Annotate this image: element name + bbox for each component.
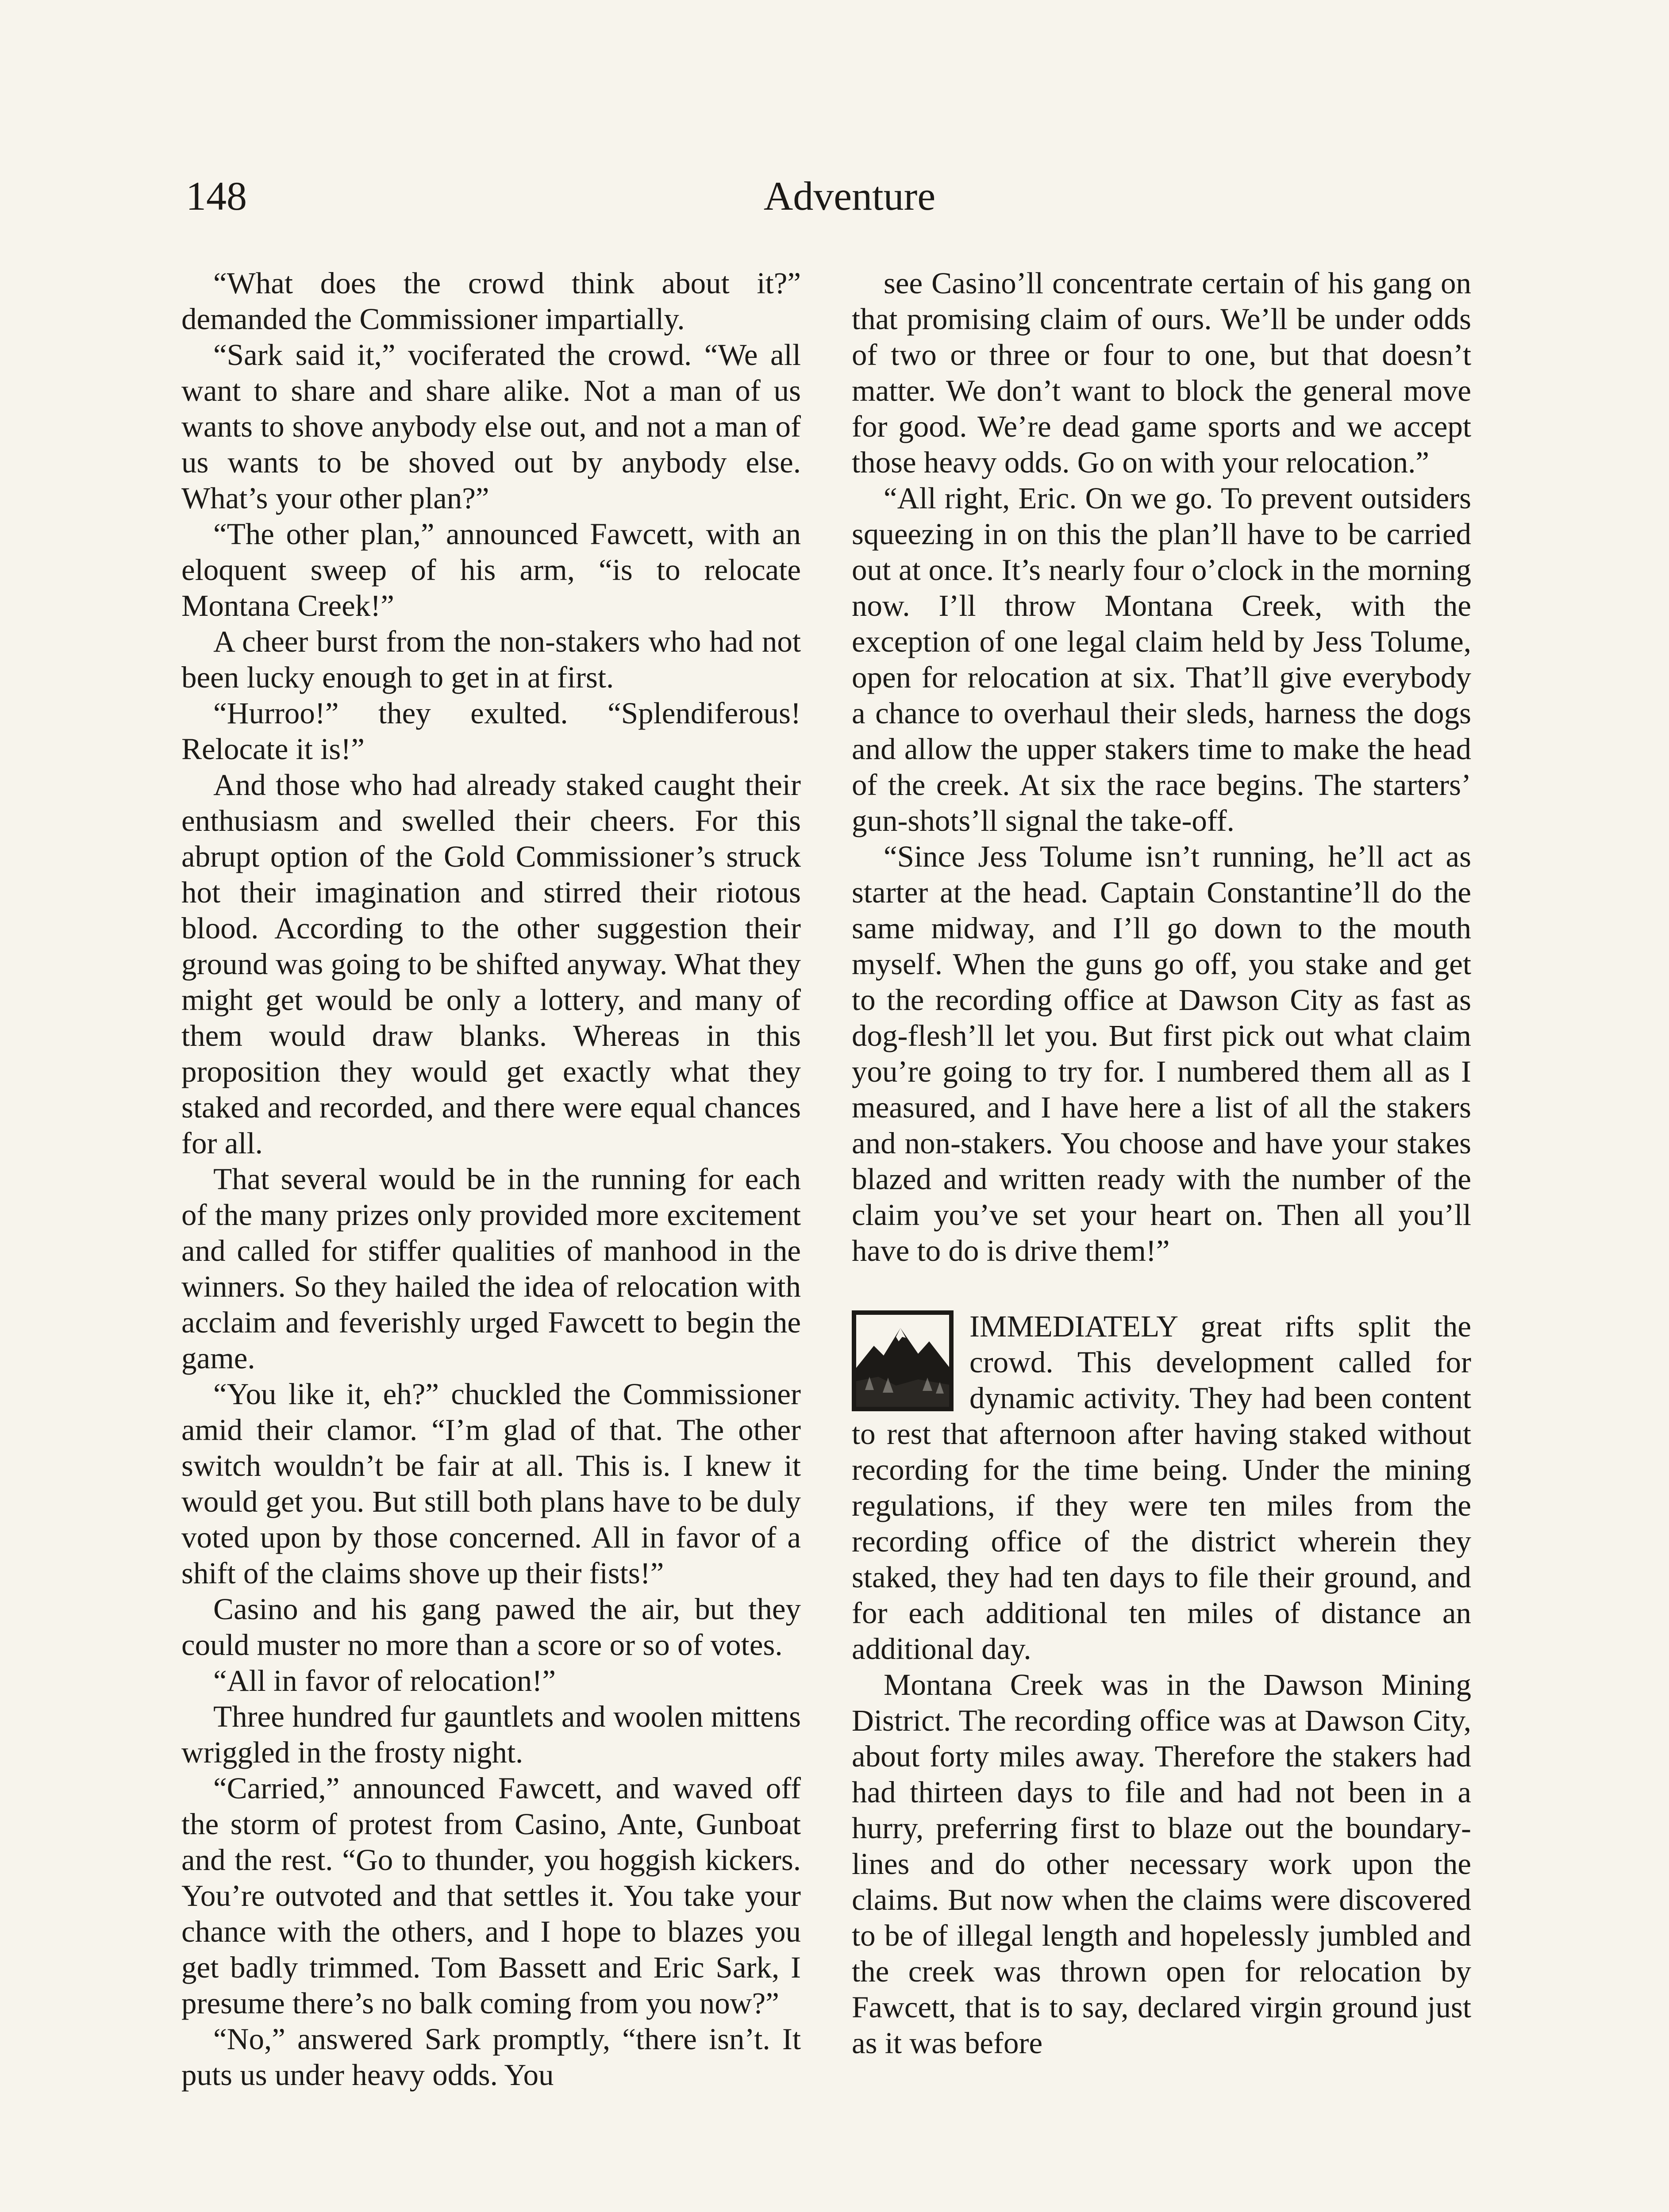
- paragraph: Casino and his gang pawed the air, but they could muster no more than a score or so of votes.: [181, 1592, 801, 1662]
- paragraph: And those who had already staked caught their enthusiasm and swelled their cheers. For this abrupt option of the Gold Commissioner’s struck hot their imagination and stirred their riotous blood. According to the other suggestion their ground was going to be shifted anyway. What they might get would be only a lottery, and many of them would draw blanks. Whereas in this proposition they would get exactly what they staked and recorded, and there were equal chances for all.: [181, 768, 801, 1160]
- paragraph: see Casino’ll concentrate certain of his gang on that promising claim of ours. We’ll be under odds of two or three or four to one, but that doesn’t matter. We don’t want to block the general move for good. We’re dead game sports and we accept those heavy odds. Go on with your relocation.”: [852, 266, 1471, 479]
- paragraph: “All in favor of relocation!”: [213, 1664, 556, 1697]
- paragraph: “The other plan,” announced Fawcett, with an eloquent sweep of his arm, “is to relocate Montana Creek!”: [181, 517, 801, 622]
- paragraph: Montana Creek was in the Dawson Mining District. The recording office was at Dawson City, about forty miles away. Therefore the stakers had had thirteen days to file and had not been in a hurry, preferring first to blaze out the boundary-lines and do other necessary work upon the claims. But now when the claims were discovered to be of illegal length and hopelessly jumbled and the creek was thrown open for relocation by Fawcett, that is to say, declared virgin ground just as it was before: [852, 1668, 1471, 2060]
- left-column: [181, 265, 801, 2093]
- page-header: [186, 164, 1513, 230]
- paragraph: That several would be in the running for each of the many prizes only provided more excitement and called for stiffer qualities of manhood in the winners. So they hailed the idea of relocation with acclaim and feverishly urged Fawcett to begin the game.: [181, 1162, 801, 1375]
- running-title: Adventure: [763, 173, 936, 219]
- paragraph: “What does the crowd think about it?” demanded the Commissioner impartially.: [181, 266, 801, 336]
- paragraph: “Hurroo!” they exulted. “Splendiferous! Relocate it is!”: [181, 696, 801, 766]
- mountain-vignette-icon: [852, 1310, 954, 1411]
- paragraph: “Since Jess Tolume isn’t running, he’ll act as starter at the head. Captain Constantine’ll do the same midway, and I’ll go down to the mouth myself. When the guns go off, you stake and get to the recording office at Dawson City as fast as dog-flesh’ll let you. But first pick out what claim you’re going to try for. I numbered them all as I measured, and I have here a list of all the stakers and non-stakers. You choose and have your stakes blazed and written ready with the number of the claim you’ve set your heart on. Then all you’ll have to do is drive them!”: [852, 840, 1471, 1267]
- paragraph: “Sark said it,” vociferated the crowd. “We all want to share and share alike. Not a man of us wants to shove anybody else out, and not a man of us wants to be shoved out by anybody else. What’s your other plan?”: [181, 338, 801, 515]
- paragraph: “All right, Eric. On we go. To prevent outsiders squeezing in on this the plan’ll have to be carried out at once. It’s nearly four o’clock in the morning now. I’ll throw Montana Creek, with the exception of one legal claim held by Jess Tolume, open for relocation at six. That’ll give everybody a chance to overhaul their sleds, harness the dogs and allow the upper stakers time to make the head of the creek. At six the race begins. The starters’ gun-shots’ll signal the take-off.: [852, 481, 1471, 837]
- paragraph: “No,” answered Sark promptly, “there isn’t. It puts us under heavy odds. You: [181, 2022, 801, 2092]
- page-number: 148: [186, 173, 247, 219]
- section-break: [852, 1269, 1471, 1309]
- paragraph: “You like it, eh?” chuckled the Commissioner amid their clamor. “I’m glad of that. The other switch wouldn’t be fair at all. This is. I knew it would get you. But still both plans have to be duly voted upon by those concerned. All in favor of a shift of the claims shove up their fists!”: [181, 1377, 801, 1590]
- section-opening-paragraph: IMMEDIATELY great rifts split the crowd. This development called for dynamic activity. They had been content to rest that afternoon after having staked without recording for the time being. Under the mining regulations, if they were ten miles from the recording office of the district wherein they staked, they had ten days to file their ground, and for each additional ten miles of distance an additional day.: [852, 1310, 1471, 1666]
- paragraph: “Carried,” announced Fawcett, and waved off the storm of protest from Casino, Ante, Gunboat and the rest. “Go to thunder, you hoggish kickers. You’re outvoted and that settles it. You take your chance with the others, and I hope to blazes you get badly trimmed. Tom Bassett and Eric Sark, I presume there’s no balk coming from you now?”: [181, 1771, 801, 2020]
- right-column: [852, 265, 1471, 2061]
- paragraph: A cheer burst from the non-stakers who had not been lucky enough to get in at first.: [181, 625, 801, 694]
- paragraph: Three hundred fur gauntlets and woolen mittens wriggled in the frosty night.: [181, 1700, 801, 1769]
